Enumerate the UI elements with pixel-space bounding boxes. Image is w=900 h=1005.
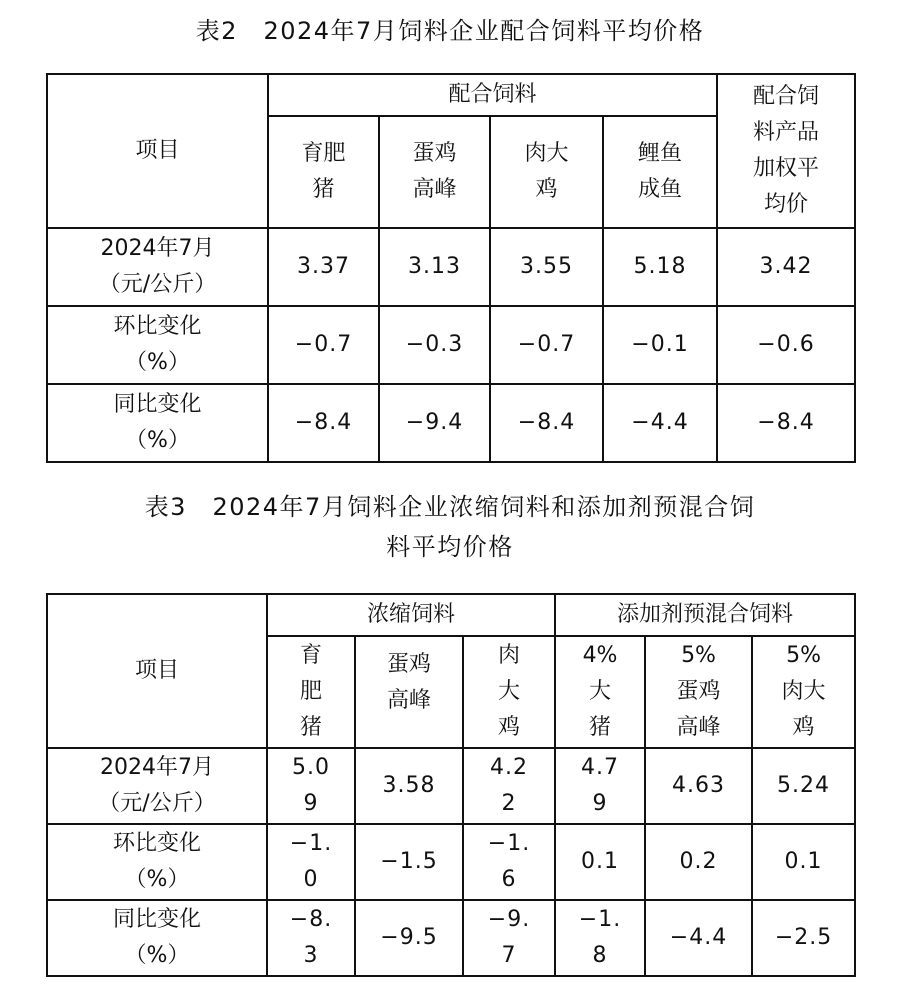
table-row: [47, 306, 855, 384]
cell-value: −1. 0: [267, 824, 355, 900]
table3-group-concentrate: 浓缩饲料: [267, 594, 555, 636]
cell-value: −9. 7: [463, 900, 555, 976]
cell-value: 3.37: [268, 228, 379, 306]
cell-value: −0.6: [717, 306, 855, 384]
cell-value: 5.24: [752, 748, 855, 824]
table2-item-header: 项目: [47, 74, 268, 228]
table-row: [47, 748, 855, 824]
cell-value: 3.55: [490, 228, 603, 306]
row-label: 环比变化 （%）: [47, 824, 267, 900]
table-row: [47, 824, 855, 900]
row-label: 2024年7月 （元/公斤）: [47, 228, 268, 306]
cell-value: −1. 8: [555, 900, 645, 976]
table-row: [47, 900, 855, 976]
table3-col-header: 肉 大 鸡: [463, 636, 555, 748]
cell-value: −9.5: [355, 900, 463, 976]
cell-value: −0.7: [268, 306, 379, 384]
table2-group-header: 配合饲料: [268, 74, 717, 116]
table2-col-header: 肉大 鸡: [490, 116, 603, 228]
table3-col-header: 4% 大 猪: [555, 636, 645, 748]
cell-value: 4.2 2: [463, 748, 555, 824]
cell-value: 3.42: [717, 228, 855, 306]
table3-group-premix: 添加剂预混合饲料: [555, 594, 855, 636]
cell-value: −1. 6: [463, 824, 555, 900]
row-label: 2024年7月 （元/公斤）: [47, 748, 267, 824]
table3: [46, 593, 856, 977]
cell-value: 3.58: [355, 748, 463, 824]
cell-value: 0.2: [645, 824, 752, 900]
table3-title-line-2: 料平均价格: [386, 533, 514, 561]
table-row: [47, 228, 855, 306]
cell-value: −1.5: [355, 824, 463, 900]
table3-col-header: 育 肥 猪: [267, 636, 355, 748]
cell-value: −0.1: [603, 306, 717, 384]
row-label: 同比变化 （%）: [47, 384, 268, 462]
table2-title: 表2 2024年7月饲料企业配合饲料平均价格: [195, 17, 705, 45]
table2-col-header: 育肥 猪: [268, 116, 379, 228]
cell-value: 3.13: [379, 228, 490, 306]
cell-value: −2.5: [752, 900, 855, 976]
row-label: 同比变化 （%）: [47, 900, 267, 976]
cell-value: −4.4: [645, 900, 752, 976]
cell-value: 5.18: [603, 228, 717, 306]
cell-value: 5.0 9: [267, 748, 355, 824]
table3-title-line-1: 表3 2024年7月饲料企业浓缩饲料和添加剂预混合饲: [144, 493, 756, 521]
cell-value: −4.4: [603, 384, 717, 462]
cell-value: 0.1: [555, 824, 645, 900]
table2-weighted-header: 配合饲 料产品 加权平 均价: [717, 74, 855, 228]
table-row: [47, 384, 855, 462]
cell-value: −8.4: [490, 384, 603, 462]
cell-value: 0.1: [752, 824, 855, 900]
cell-value: −0.3: [379, 306, 490, 384]
cell-value: −9.4: [379, 384, 490, 462]
table3-item-header: 项目: [47, 594, 267, 748]
table2-col-header: 鲤鱼 成鱼: [603, 116, 717, 228]
cell-value: −8.4: [268, 384, 379, 462]
cell-value: 4.7 9: [555, 748, 645, 824]
table2-col-header: 蛋鸡 高峰: [379, 116, 490, 228]
table3-col-header: 5% 肉大 鸡: [752, 636, 855, 748]
row-label: 环比变化 （%）: [47, 306, 268, 384]
table2: [46, 73, 856, 463]
cell-value: −0.7: [490, 306, 603, 384]
table3-col-header: 蛋鸡 高峰: [355, 636, 463, 748]
table3-col-header: 5% 蛋鸡 高峰: [645, 636, 752, 748]
cell-value: −8.4: [717, 384, 855, 462]
cell-value: −8. 3: [267, 900, 355, 976]
cell-value: 4.63: [645, 748, 752, 824]
